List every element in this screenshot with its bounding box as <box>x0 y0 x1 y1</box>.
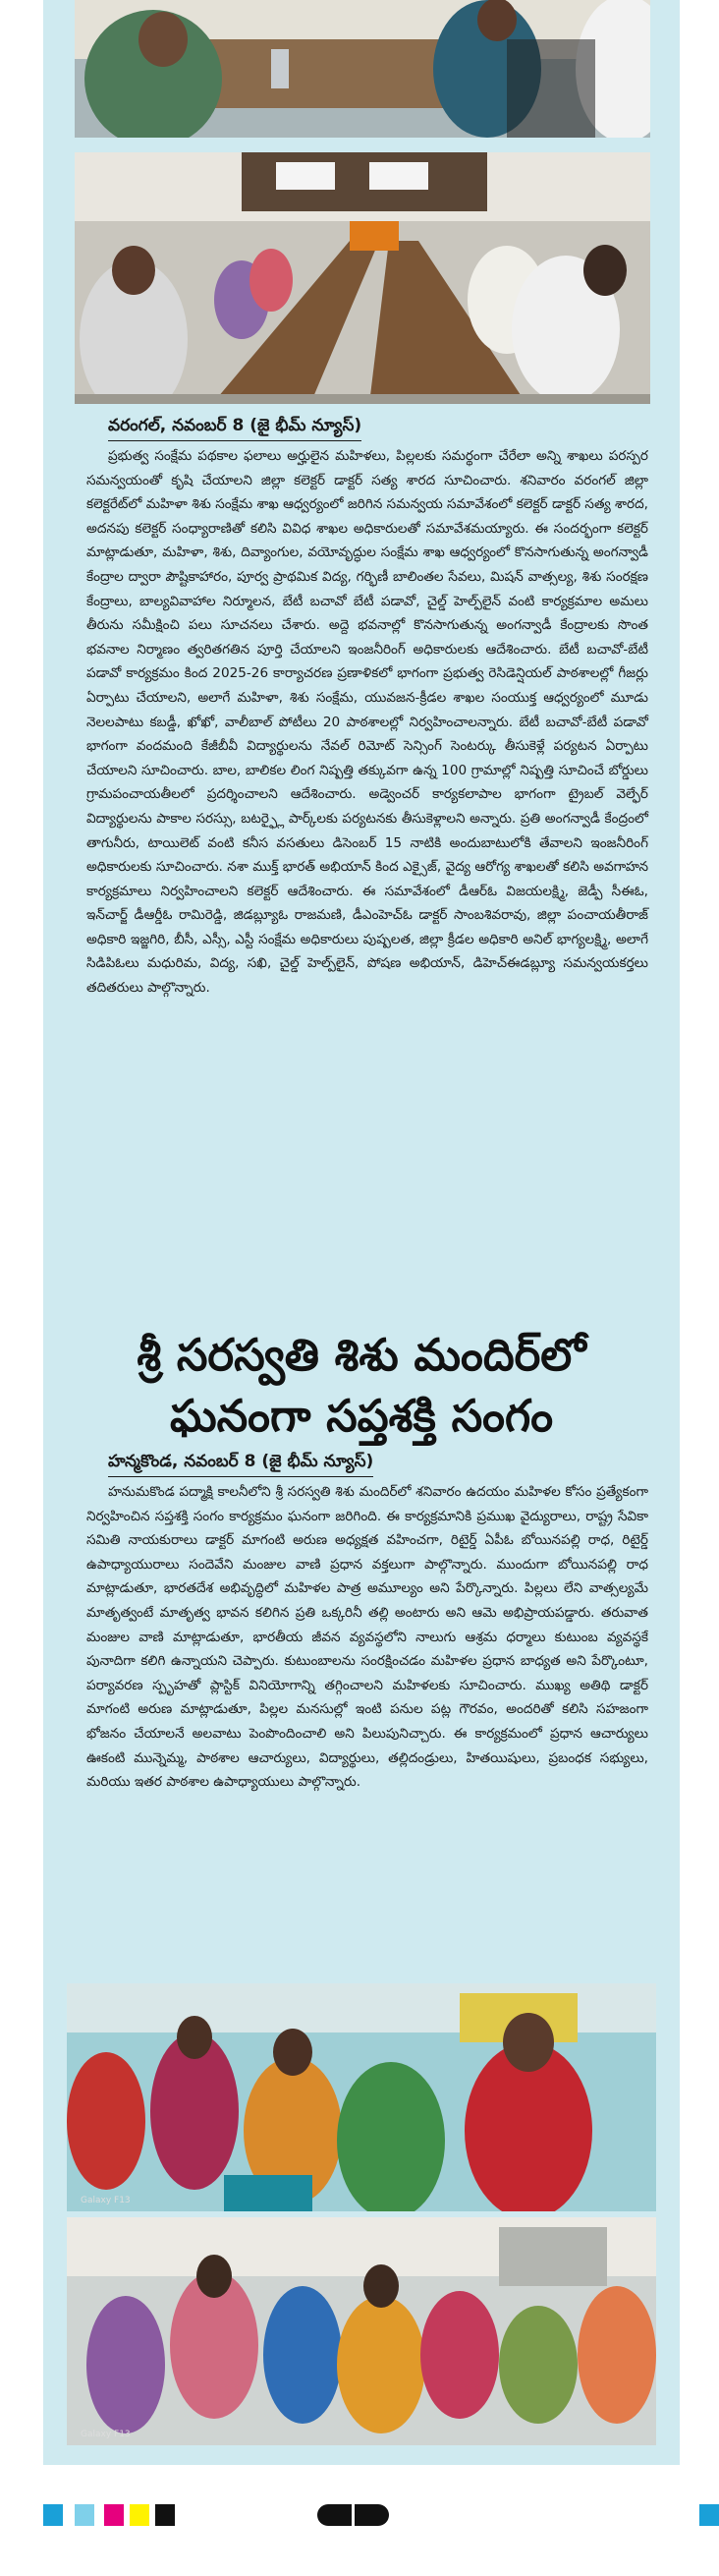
article-body-secondary: హనుమకొండ పద్మాక్షి కాలనీలోని శ్రీ సరస్వతి శిశు మందిర్‌లో శనివారం ఉదయం మహిళల కోసం ప్రత్యేకంగా నిర్వహించిన సప్తశక్తి సంగం కార్యక్రమం ఘనంగా జరిగింది. ఈ కార్యక్రమానికి ప్రముఖ వైద్యురాలు, రాష్ట్ర సేవికా సమితి నాయకురాలు డాక్టర్ మాగంటి అరుణ అధ్యక్షత వహించగా, రిటైర్డ్ ఏపీఓ బోయినపల్లి రాధ, రిటైర్డ్ ఉపాధ్యాయురాలు సందెవేని మంజుల వాణి ప్రధాన వక్తలుగా పాల్గొన్నారు. ముందుగా బోయినపల్లి రాధ మాట్లాడుతూ, భారతదేశ అభివృద్ధిలో మహిళల పాత్ర అమూల్యం అని పేర్కొన్నారు. పిల్లలు లేని వాత్సల్యమే మాతృత్వంటే మాతృత్వ భావన కలిగిన ప్రతి ఒక్కరినీ తల్లి అంటారు అని ఆమె అభిప్రాయపడ్డారు. తరువాత మంజుల వాణి మాట్లాడుతూ, భారతీయ జీవన వ్యవస్థలోని నాలుగు ఆశ్రమ ధర్మాలు కుటుంబ వ్యవస్థకే పునాదిగా కలిగి ఉన్నాయని చెప్పారు. కుటుంబాలను సంరక్షించడం మహిళల ప్రధాన బాధ్యత అని పేర్కొంటూ, పర్యావరణ స్పృహతో ప్లాస్టిక్ వినియోగాన్ని తగ్గించాలని మహిళలకు సూచించారు. ముఖ్య అతిథి డాక్టర్ మాగంటి అరుణ మాట్లాడుతూ, పిల్లల మనసుల్లో ఇంటి పనుల పట్ల గౌరవం, అందరితో కలిసి సహజంగా భోజనం చేయాలనే అలవాటు పెంపొందించాలి అని పిలుపునిచ్చారు. ఈ కార్యక్రమంలో ప్రధాన ఆచార్యులు ఊకంటి మున్నెమ్మ, పాఠశాల ఆచార్యులు, విద్యార్థులు, తల్లిదండ్రులు, హితయిషులు, ప్రబంధక సభ్యులు, మరియు ఇతర పాఠశాల ఉపాధ్యాయులు పాల్గొన్నారు. <box>86 1484 648 1791</box>
article-body: ప్రభుత్వ సంక్షేమ పథకాల ఫలాలు అర్హులైన మహిళలు, పిల్లలకు సమర్థంగా చేరేలా అన్ని శాఖలు పరస్పర సమన్వయంతో కృషి చేయాలని జిల్లా కలెక్టర్ డాక్టర్ సత్య శారద సూచించారు. శనివారం వరంగల్ జిల్లా కలెక్టరేట్‌లో మహిళా శిశు సంక్షేమ శాఖ ఆధ్వర్యంలో జరిగిన సమన్వయ సమావేశంలో కలెక్టర్ డాక్టర్ సత్య శారద, అదనపు కలెక్టర్ సంధ్యారాణితో కలిసి వివిధ శాఖల అధికారులతో సమావేశమయ్యారు. ఈ సందర్భంగా కలెక్టర్ మాట్లాడుతూ, మహిళా, శిశు, దివ్యాంగుల, వయోవృద్ధుల సంక్షేమ శాఖ ఆధ్వర్యంలో కొనసాగుతున్న అంగన్వాడీ కేంద్రాల ద్వారా పౌష్టికాహారం, పూర్వ ప్రాథమిక విద్య, గర్భిణీ బాలింతల సేవలు, మిషన్ వాత్సల్య, శిశు సంరక్షణ కేంద్రాలు, బాల్యవివాహాల నిర్మూలన, బేటీ బచావో బేటీ పడావో, చైల్డ్ హెల్ప్‌లైన్ వంటి కార్యక్రమాల అమలు తీరును సమీక్షించి పలు సూచనలు చేశారు. అద్దె భవనాల్లో కొనసాగుతున్న అంగన్వాడీ కేంద్రాలకు సొంత భవనాల నిర్మాణం త్వరితగతిన పూర్తి చేయాలని ఇంజనీరింగ్ అధికారులకు ఆదేశించారు. బేటీ బచావో-బేటీ పడావో కార్యక్రమం కింద 2025-26 కార్యాచరణ ప్రణాళికలో భాగంగా ప్రభుత్వ రెసిడెన్షియల్ పాఠశాలల్లో గీజర్లు ఏర్పాటు చేయాలని, అలాగే మహిళా, శిశు సంక్షేమ, యువజన-క్రీడల శాఖల సంయుక్త ఆధ్వర్యంలో మూడు నెలలపాటు కబడ్డీ, ఖోఖో, వాలీబాల్ పోటీలు 20 పాఠశాలల్లో నిర్వహించాలన్నారు. బేటీ బచావో-బేటీ పడావో భాగంగా వందమంది కేజీబీవీ విద్యార్థులను నేవల్ రిమోట్ సెన్సింగ్ సెంటర్కు తీసుకెళ్లే పర్యటన ఏర్పాటు చేయాలని సూచించారు. బాల, బాలికల లింగ నిష్పత్తి తక్కువగా ఉన్న 100 గ్రామాల్లో నిష్పత్తి సూచించే బోర్డులు గ్రామపంచాయతీలలో ప్రదర్శించాలని ఆదేశించారు. అడ్వెంచర్ కార్యకలాపాల భాగంగా ట్రైబల్ వెల్ఫేర్ విద్యార్థులను పాకాల సరస్సు, బటర్ఫ్లై పార్క్‌లకు పర్యటనకు తీసుకెళ్లాలని అన్నారు. ప్రతి అంగన్వాడీ కేంద్రంలో తాగునీరు, టాయిలెట్ వంటి కనీస వసతులు డిసెంబర్ 15 నాటికి అందుబాటులోకి తేవాలని ఇంజనీరింగ్ అధికారులకు సూచించారు. నశా ముక్త్ భారత్ అభియాన్ కింద ఎక్సైజ్, వైద్య ఆరోగ్య శాఖలతో కలిసి అవగాహన కార్యక్రమాలు నిర్వహించాలని కలెక్టర్ ఆదేశించారు. ఈ సమావేశంలో డీఆర్‌ఓ విజయలక్ష్మి, జెడ్పీ సీఈఓ, ఇన్‌చార్జ్ డీఆర్డీఓ రామిరెడ్డి, జిడబ్ల్యూఓ రాజమణి, డీఎంహెచ్ఓ డాక్టర్ సాంబశివరావు, జిల్లా పంచాయతీరాజ్ అధికారి ఇజ్జగిరి, బీసీ, ఎస్సీ, ఎస్టీ సంక్షేమ అధికారులు పుష్పలత, జిల్లా క్రీడల అధికారి అనిల్ భాగ్యలక్ష్మి, అలాగే సిడిపిఓలు మధురిమ, విద్య, సఖి, చైల్డ్ హెల్ప్‌లైన్, పోషణ అభియాన్, డిహెచ్ఈడబ్ల్యూ సమన్వయకర్తలు తదితరులు పాల్గొన్నారు. <box>86 448 648 997</box>
camera-watermark: Galaxy F13 <box>81 2196 131 2205</box>
article-headline: శ్రీ సరస్వతి శిశు మందిర్‌లో ఘనంగా సప్తశక్తి సంగం <box>137 1329 586 1442</box>
article-dateline-secondary: హన్మకొండ, నవంబర్ 8 (జై భీమ్ న్యూస్) <box>108 1452 373 1477</box>
conference-hall-photo <box>75 152 650 404</box>
print-color-bar-yellow <box>130 2504 149 2526</box>
print-color-bar-cyan <box>43 2504 63 2526</box>
print-color-bar-magenta <box>104 2504 124 2526</box>
print-edge-mark <box>699 2504 719 2526</box>
meeting-table-photo <box>75 0 650 138</box>
print-color-bar-black <box>155 2504 175 2526</box>
article-dateline: వరంగల్, నవంబర్ 8 (జై భీమ్ న్యూస్) <box>108 416 361 441</box>
print-color-bar-light-cyan <box>75 2504 94 2526</box>
women-seated-greeting-photo <box>67 1983 656 2211</box>
audience-hall-photo <box>67 2217 656 2445</box>
registration-mark <box>317 2504 389 2526</box>
camera-watermark-secondary: Galaxy F13 <box>81 2430 131 2439</box>
